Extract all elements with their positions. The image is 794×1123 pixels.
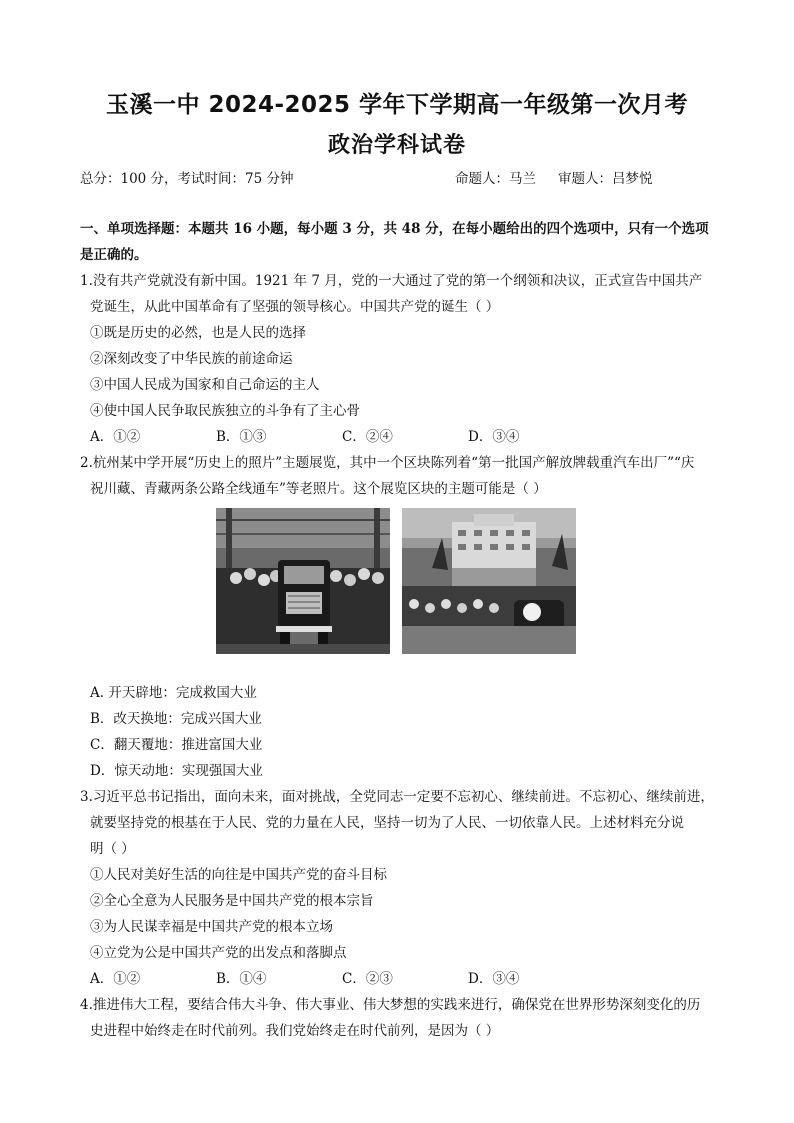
- statement-option: ②全心全意为人民服务是中国共产党的根本宗旨: [90, 893, 374, 909]
- choice-a[interactable]: A. 开天辟地：完成救国大业: [90, 685, 257, 701]
- exam-title: 玉溪一中 2024-2025 学年下学期高一年级第一次月考: [105, 92, 689, 118]
- exam-subtitle: 政治学科试卷: [327, 133, 466, 158]
- question-1: [80, 268, 720, 450]
- question-stem: 3.习近平总书记指出，面向未来，面对挑战，全党同志一定要不忘初心、继续前进。不忘初心、继续前进， 就要坚持党的根基在于人民、党的力量在人民，坚持一切为了人民、一切依靠人民。上述材料充分说 明（ ）: [80, 789, 714, 857]
- truck-factory-photo: [216, 508, 390, 654]
- choice-b[interactable]: B．①③: [216, 429, 267, 445]
- choice-c[interactable]: C．②③: [342, 971, 393, 987]
- choice-c[interactable]: C．翻天覆地：推进富国大业: [90, 737, 263, 753]
- statement-option: ②深刻改变了中华民族的前途命运: [90, 351, 293, 367]
- choice-d[interactable]: D．惊天动地：实现强国大业: [90, 763, 263, 779]
- reviewer-name: 审题人：吕梦悦: [558, 171, 653, 187]
- author-info: [455, 167, 653, 187]
- statement-option: ④使中国人民争取民族独立的斗争有了主心骨: [90, 403, 360, 419]
- statement-option: ①人民对美好生活的向往是中国共产党的奋斗目标: [90, 867, 387, 883]
- exam-content: [80, 216, 720, 1044]
- statement-option: ①既是历史的必然，也是人民的选择: [90, 325, 306, 341]
- statement-option: ③为人民谋幸福是中国共产党的根本立场: [90, 919, 333, 935]
- statement-option: ③中国人民成为国家和自己命运的主人: [90, 377, 320, 393]
- answer-choices: [80, 966, 720, 992]
- question-stem: 2.杭州某中学开展“历史上的照片”主题展览，其中一个区块陈列着“第一批国产解放牌载重汽车出厂”“庆 祝川藏、青藏两条公路全线通车”等老照片。这个展览区块的主题可能是（ ）: [80, 455, 695, 497]
- section-heading: 一、单项选择题：本题共 16 小题，每小题 3 分，共 48 分，在每小题给出的四个选项中，只有一个选项 是正确的。: [80, 221, 709, 263]
- answer-choices: [80, 424, 720, 450]
- setter-name: 命题人：马兰: [455, 171, 536, 187]
- question-3: [80, 784, 720, 992]
- choice-b[interactable]: B．改天换地：完成兴国大业: [90, 711, 262, 727]
- question-2: [80, 450, 720, 784]
- choice-a[interactable]: A．①②: [90, 971, 141, 987]
- question-stem: 1.没有共产党就没有新中国。1921 年 7 月，党的一大通过了党的第一个纲领和决议，正式宣告中国共产 党诞生，从此中国革命有了坚强的领导核心。中国共产党的诞生（ ）: [80, 273, 703, 315]
- statement-option: ④立党为公是中国共产党的出发点和落脚点: [90, 945, 347, 961]
- photo-pair: [80, 508, 720, 674]
- score-time-info: 总分：100 分，考试时间：75 分钟: [80, 171, 294, 187]
- choice-b[interactable]: B．①④: [216, 971, 267, 987]
- choice-a[interactable]: A．①②: [90, 429, 141, 445]
- question-4: [80, 992, 720, 1044]
- choice-d[interactable]: D．③④: [468, 429, 520, 445]
- choice-c[interactable]: C．②④: [342, 429, 393, 445]
- question-stem: 4.推进伟大工程，要结合伟大斗争、伟大事业、伟大梦想的实践来进行，确保党在世界形势深刻变化的历 史进程中始终走在时代前列。我们党始终走在时代前列，是因为（ ）: [80, 997, 701, 1039]
- road-celebration-photo: [402, 508, 576, 654]
- choice-d[interactable]: D．③④: [468, 971, 520, 987]
